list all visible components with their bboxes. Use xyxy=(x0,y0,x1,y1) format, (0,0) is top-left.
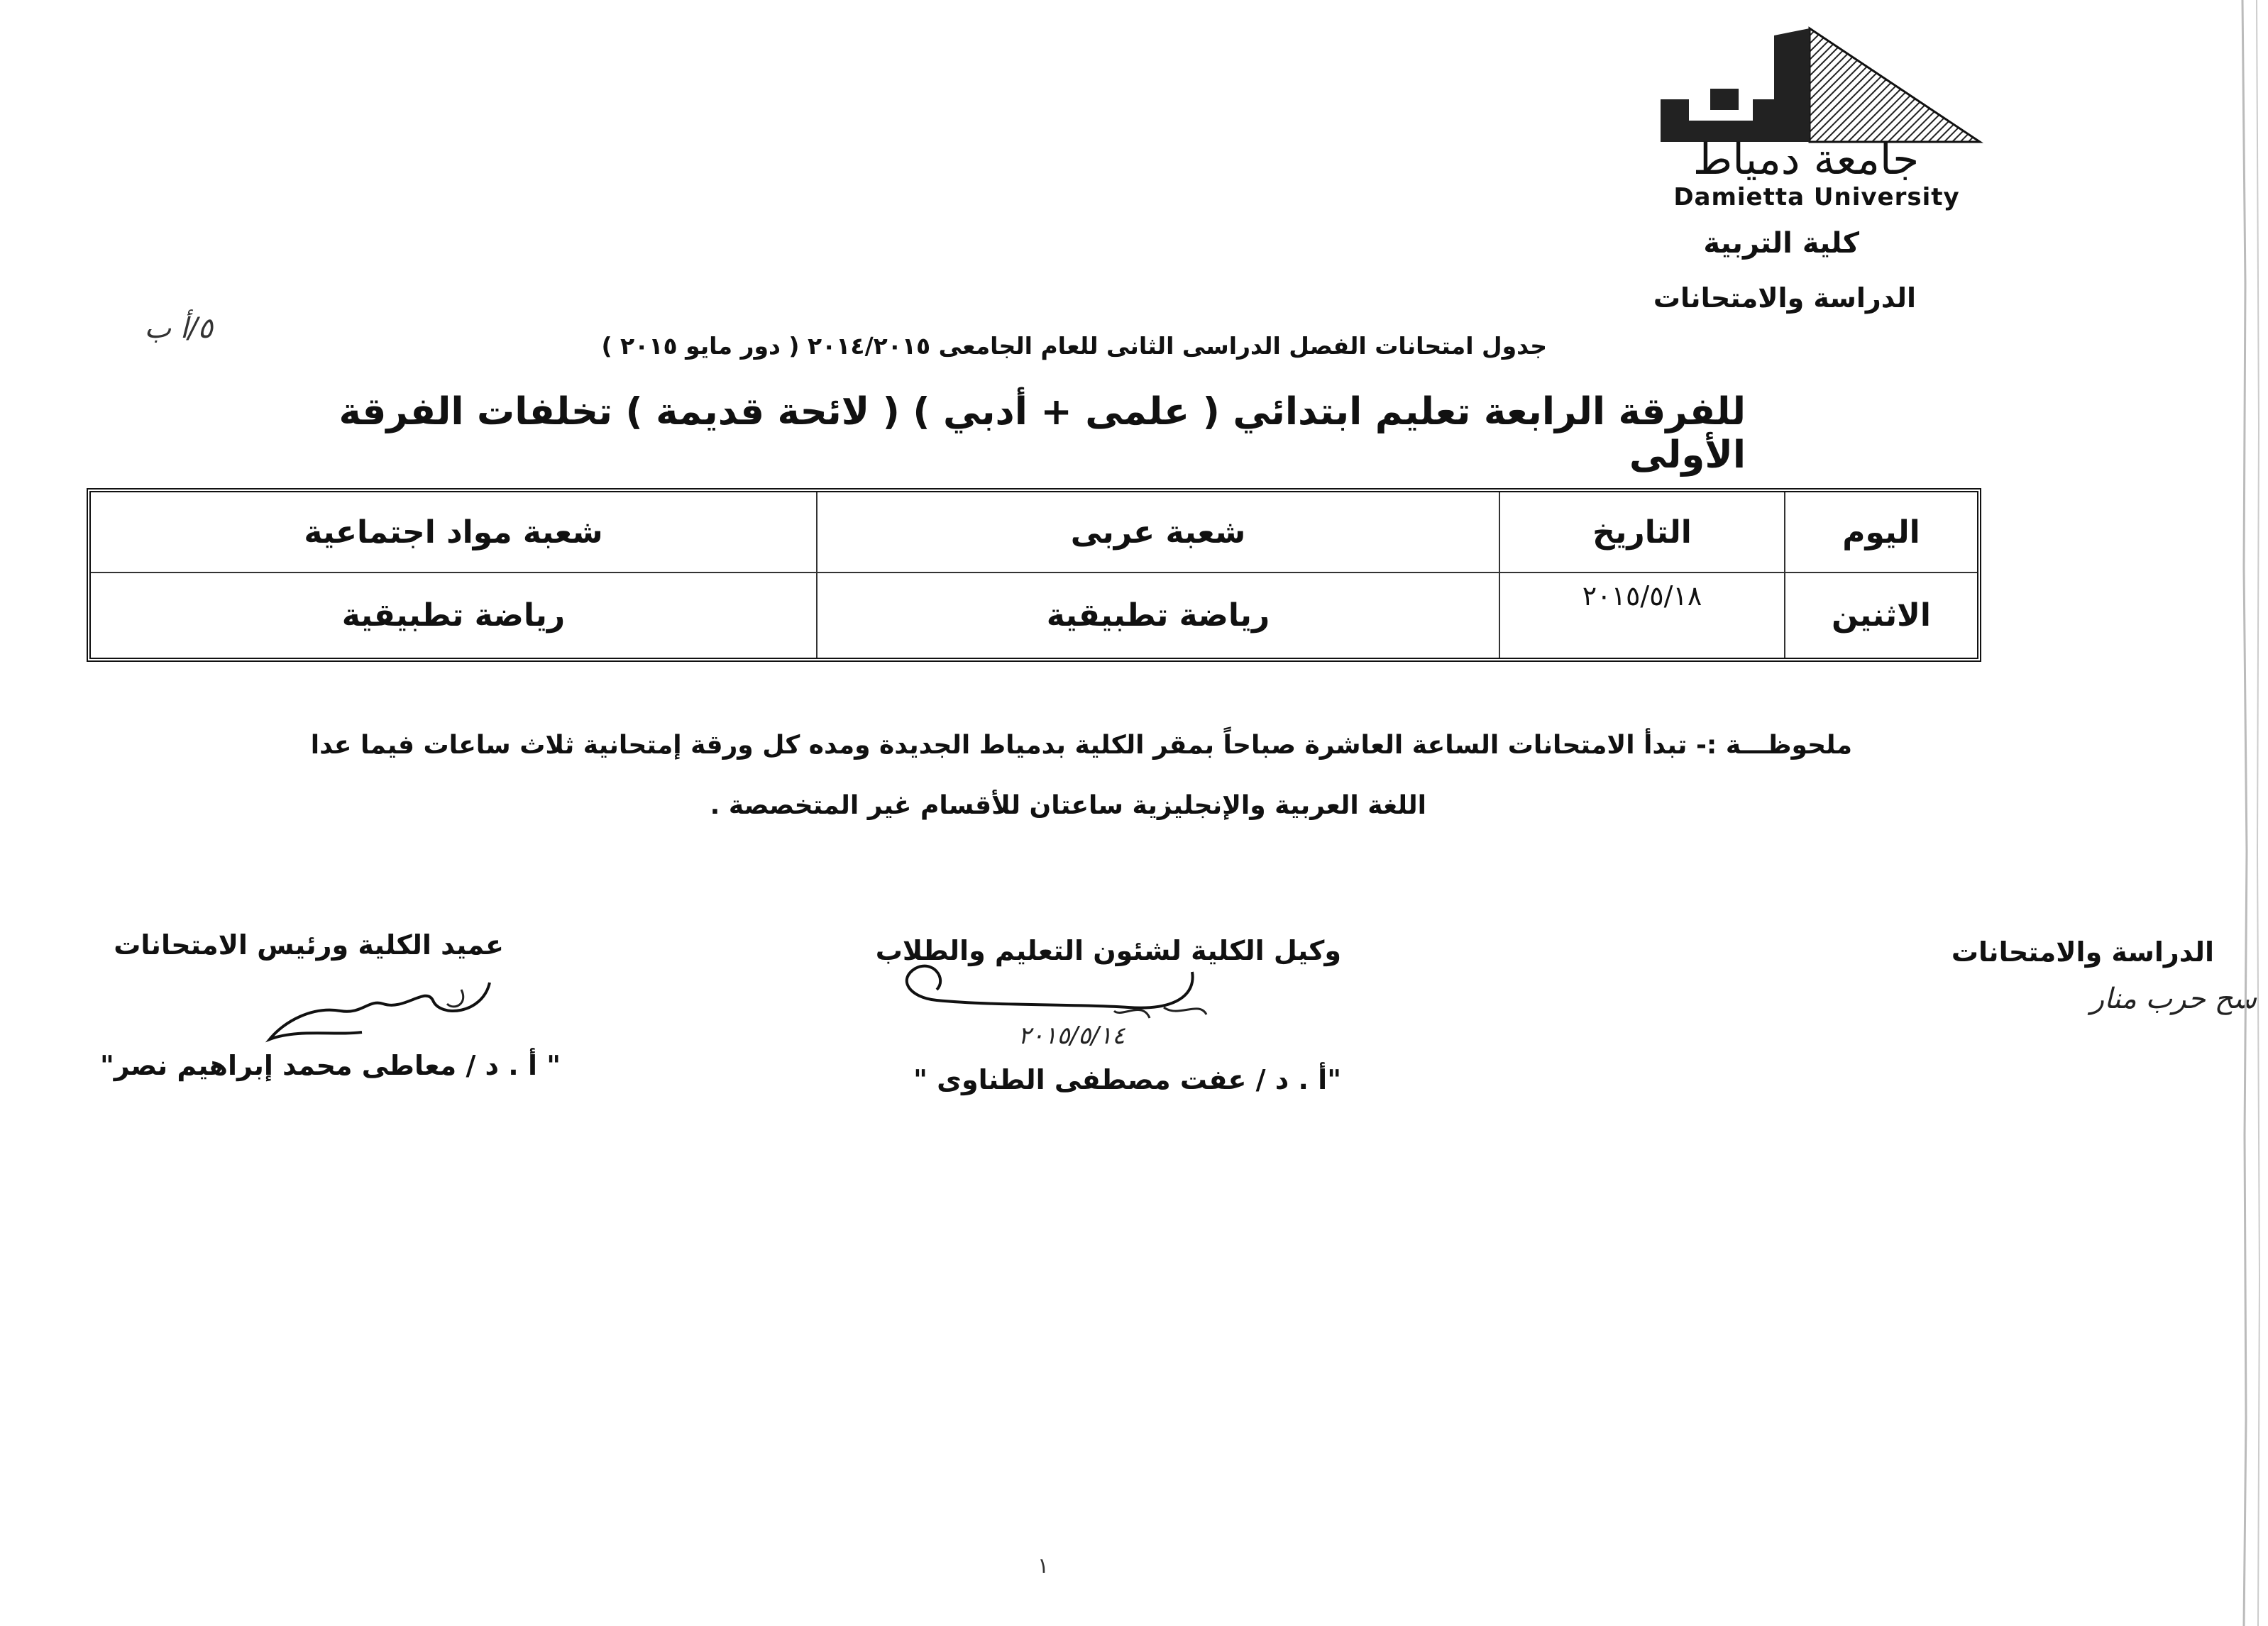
page-number: ١ xyxy=(1037,1554,1050,1578)
dean-signature-title: عميد الكلية ورئيس الامتحانات xyxy=(114,929,504,961)
scan-edge-shadow xyxy=(2235,0,2268,1626)
cell-arabic-subject: رياضة تطبيقية xyxy=(817,573,1499,658)
cell-day: الاثنين xyxy=(1785,573,1977,658)
note-line-1: ملحوظـــة :- تبدأ الامتحانات الساعة العاشرة صباحاً بمقر الكلية بدمياط الجديدة ومده كل ورقة إمتحانية ثلاث ساعات فيما عدا xyxy=(310,731,1852,760)
header-social-studies-division: شعبة مواد اجتماعية xyxy=(91,492,817,573)
university-name-english: Damietta University xyxy=(1673,183,1960,211)
vice-dean-signature-date: ٢٠١٥/٥/١٤ xyxy=(1018,1022,1125,1050)
cell-social-subject: رياضة تطبيقية xyxy=(91,573,817,658)
schedule-subtitle: للفرقة الرابعة تعليم ابتدائي ( علمى + أدبي ) ( لائحة قديمة ) تخلفات الفرقة الأولى xyxy=(338,390,1746,477)
header-arabic-division: شعبة عربى xyxy=(817,492,1499,573)
exams-office-handwritten-signature: سح حرب منار xyxy=(2090,983,2257,1015)
university-name-arabic: جامعة دمياط xyxy=(1692,135,1920,184)
header-date: التاريخ xyxy=(1499,492,1785,573)
schedule-title: جدول امتحانات الفصل الدراسى الثانى للعام الجامعى ٢٠١٤/٢٠١٥ ( دور مايو ٢٠١٥ ) xyxy=(601,332,1547,360)
header-day: اليوم xyxy=(1785,492,1977,573)
dean-signature-scribble xyxy=(255,972,511,1050)
margin-annotation: ٥/أ ب xyxy=(144,312,213,345)
department-name: الدراسة والامتحانات xyxy=(1653,282,1916,314)
vice-dean-signature-title: وكيل الكلية لشئون التعليم والطلاب xyxy=(875,935,1341,966)
exams-office-signature-title: الدراسة والامتحانات xyxy=(1951,936,2214,968)
table-header-row xyxy=(91,492,1977,573)
note-line-2: اللغة العربية والإنجليزية ساعتان للأقسام غير المتخصصة . xyxy=(710,791,1426,820)
table-row xyxy=(91,573,1977,658)
vice-dean-name: "أ . د / عفت مصطفى الطناوى " xyxy=(913,1064,1341,1095)
cell-date: ٢٠١٥/٥/١٨ xyxy=(1499,573,1785,658)
exam-schedule-table xyxy=(87,488,1981,662)
university-logo xyxy=(1646,21,1987,149)
faculty-name: كلية التربية xyxy=(1703,227,1859,260)
dean-name: " أ . د / معاطى محمد إبراهيم نصر" xyxy=(99,1050,561,1081)
